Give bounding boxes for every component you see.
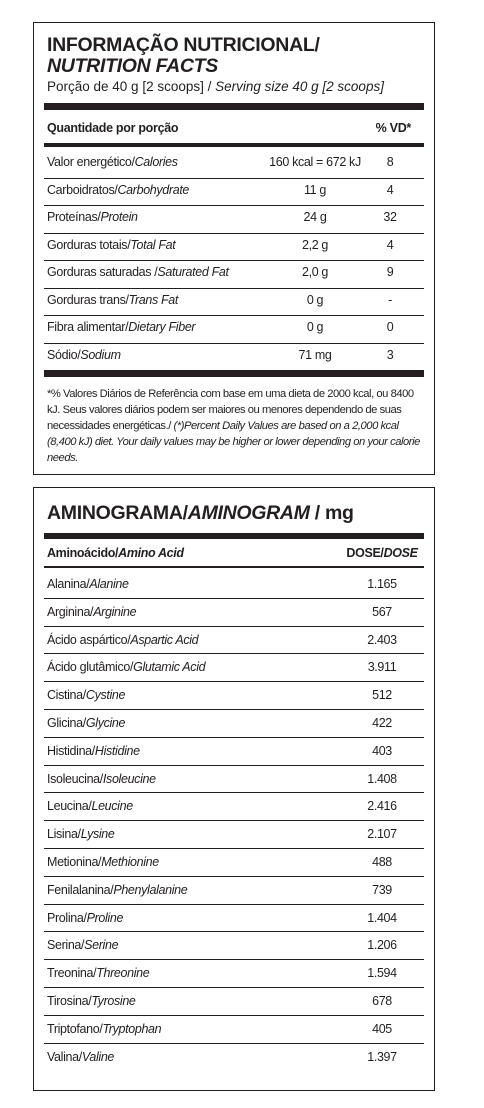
nutrition-title-en: NUTRITION FACTS — [47, 55, 218, 77]
nutrition-row — [47, 262, 421, 282]
amino-acid-row — [47, 653, 421, 680]
amino-acid-row — [47, 959, 421, 986]
amino-acid-name-en: Serine — [84, 938, 119, 953]
amino-acid-name — [47, 688, 125, 702]
nutrition-row — [47, 207, 421, 227]
nutrition-header — [47, 121, 421, 139]
amino-acid-row — [47, 1043, 421, 1070]
nutrition-row — [47, 180, 421, 200]
nutrient-daily-value: 3 — [386, 347, 394, 362]
amino-acid-name-pt: Histidina/ — [47, 743, 95, 758]
nutrition-row — [47, 345, 421, 365]
amino-acid-name-en: Phenylalanine — [113, 882, 188, 897]
amino-acid-name-en: Tyrosine — [91, 994, 136, 1008]
amino-acid-name-en: Tryptophan — [102, 1021, 162, 1036]
amino-acid-name-en: Cystine — [85, 688, 126, 703]
amino-acid-row — [47, 626, 421, 653]
amino-acid-dose: 739 — [372, 882, 392, 897]
nutrition-row — [47, 317, 421, 337]
nutrition-row — [47, 152, 421, 172]
nutrient-name — [47, 265, 229, 279]
amino-acid-row — [47, 876, 421, 903]
medium-divider — [44, 143, 424, 147]
footnote-en: (*)Percent Daily Values are based on a 2,000 kcal (8,400 kJ) diet. Your daily values may be higher or lower depending on your calorie needs. — [47, 420, 420, 464]
amino-acid-name-pt: Arginina/ — [47, 604, 94, 619]
nutrient-amount: 0 g — [306, 320, 324, 334]
aminogram-title-unit: / mg — [309, 502, 354, 524]
aminogram-title-pt: AMINOGRAMA/ — [47, 502, 188, 524]
nutrient-name-pt: Proteínas/ — [47, 210, 101, 224]
amino-acid-row — [47, 681, 421, 708]
amino-acid-name — [47, 1022, 161, 1036]
amino-acid-name-pt: Metionina/ — [47, 855, 102, 869]
amino-acid-name-pt: Isoleucina/ — [47, 771, 103, 786]
nutrient-name — [47, 320, 195, 334]
amino-acid-name-en: Alanine — [89, 577, 129, 591]
amino-acid-dose: 1.206 — [367, 938, 397, 953]
nutrient-daily-value: 0 — [386, 320, 394, 334]
nutrient-name-en: Sodium — [80, 347, 121, 362]
amino-acid-dose: 1.397 — [367, 1049, 397, 1064]
aminogram-header — [47, 546, 421, 564]
nutrient-name — [47, 155, 178, 169]
nutrient-name-pt: Gorduras saturadas / — [47, 265, 158, 279]
amino-acid-name-en: Histidine — [94, 743, 140, 758]
amino-acid-name — [47, 772, 156, 786]
aminogram-thick-divider — [44, 533, 424, 539]
amino-acid-name — [47, 938, 118, 952]
amino-acid-name — [47, 855, 159, 869]
nutrient-name — [47, 183, 189, 197]
thick-divider-bottom — [44, 370, 424, 377]
dose-header-pt: DOSE/ — [346, 546, 384, 560]
dose-header-en: DOSE — [383, 546, 418, 560]
aminogram-title — [47, 502, 354, 525]
nutrient-name-pt: Gorduras trans/ — [47, 292, 129, 307]
amino-acid-dose: 1.165 — [367, 577, 397, 591]
amino-acid-name — [47, 911, 123, 925]
nutrient-daily-value: 8 — [386, 155, 394, 169]
amino-acid-name — [47, 660, 205, 674]
amino-acid-name-pt: Prolina/ — [47, 910, 87, 925]
quantity-per-serving-label: Quantidade por porção — [47, 121, 179, 135]
amino-acid-name-pt: Treonina/ — [47, 966, 97, 981]
nutrient-amount: 2,2 g — [301, 237, 329, 252]
row-divider — [44, 178, 424, 179]
nutrient-amount: 24 g — [303, 210, 327, 224]
amino-acid-dose: 2.107 — [367, 827, 397, 842]
amino-acid-name-en: Isoleucine — [102, 771, 156, 786]
amino-acid-dose: 2.403 — [367, 632, 397, 647]
nutrition-facts-panel — [33, 22, 435, 475]
amino-acid-name — [47, 883, 187, 897]
amino-acid-name — [47, 1050, 114, 1064]
amino-acid-name-en: Glutamic Acid — [133, 660, 206, 675]
amino-acid-name — [47, 966, 149, 980]
nutrient-amount: 0 g — [306, 292, 324, 307]
row-divider — [44, 315, 424, 316]
amino-acid-dose: 1.408 — [367, 771, 397, 786]
amino-acid-name — [47, 744, 140, 758]
amino-acid-dose: 405 — [372, 1021, 392, 1036]
amino-acid-row — [47, 931, 421, 958]
amino-acid-dose: 422 — [372, 716, 392, 730]
amino-acid-row — [47, 1015, 421, 1042]
row-divider — [44, 205, 424, 206]
amino-acid-row — [47, 848, 421, 875]
amino-acid-name-pt: Ácido glutâmico/ — [47, 660, 134, 675]
amino-acid-row — [47, 737, 421, 764]
amino-acid-name-pt: Leucina/ — [47, 799, 92, 814]
daily-value-label: % VD* — [375, 121, 411, 135]
amino-acid-name-pt: Lisina/ — [47, 827, 81, 842]
amino-acid-name-en: Valine — [81, 1049, 115, 1064]
serving-size — [47, 79, 384, 95]
row-divider — [44, 260, 424, 261]
serving-size-pt: Porção de 40 g [2 scoops] / — [47, 79, 216, 94]
amino-acid-name-en: Leucine — [91, 799, 133, 814]
amino-acid-dose: 567 — [372, 604, 392, 619]
row-divider — [44, 343, 424, 344]
amino-acid-name-pt: Cistina/ — [47, 688, 86, 703]
amino-acid-name — [47, 716, 125, 730]
amino-acid-header-en: Amino Acid — [118, 546, 184, 560]
amino-acid-name-pt: Triptofano/ — [47, 1021, 103, 1036]
nutrition-title-pt: INFORMAÇÃO NUTRICIONAL/ — [47, 34, 320, 56]
amino-acid-row — [47, 820, 421, 847]
amino-acid-row — [47, 570, 421, 597]
serving-size-en: Serving size 40 g [2 scoops] — [215, 79, 384, 94]
nutrient-amount: 71 mg — [298, 347, 332, 362]
nutrient-daily-value: 9 — [386, 265, 394, 279]
amino-acid-name-pt: Serina/ — [47, 938, 85, 953]
aminogram-title-en: AMINOGRAM — [187, 502, 310, 524]
amino-acid-dose: 678 — [372, 994, 392, 1008]
amino-acid-name-en: Glycine — [85, 716, 126, 730]
amino-acid-row — [47, 904, 421, 931]
nutrient-name-en: Calories — [134, 155, 178, 169]
amino-acid-name — [47, 994, 136, 1008]
amino-acid-name-en: Lysine — [80, 827, 115, 842]
amino-acid-name-en: Proline — [86, 910, 124, 925]
nutrient-amount: 2,0 g — [301, 265, 329, 279]
nutrition-row — [47, 235, 421, 255]
amino-acid-name-en: Methionine — [101, 855, 159, 869]
aminogram-panel — [33, 487, 435, 1091]
amino-acid-name-pt: Glicina/ — [47, 716, 86, 730]
nutrient-name-en: Trans Fat — [128, 292, 179, 307]
amino-acid-name-pt: Valina/ — [47, 1049, 82, 1064]
row-divider — [44, 288, 424, 289]
nutrient-name-pt: Valor energético/ — [47, 155, 135, 169]
nutrient-name — [47, 210, 138, 224]
amino-acid-name — [47, 633, 198, 647]
amino-acid-name — [47, 799, 133, 813]
nutrient-name — [47, 238, 175, 252]
amino-acid-row — [47, 765, 421, 792]
amino-acid-name-en: Threonine — [96, 966, 150, 981]
amino-acid-name-pt: Tirosina/ — [47, 994, 92, 1008]
amino-acid-name-en: Aspartic Acid — [130, 632, 199, 647]
nutrient-amount: 160 kcal = 672 kJ — [269, 155, 361, 169]
amino-acid-row — [47, 709, 421, 736]
amino-acid-dose: 403 — [372, 743, 392, 758]
amino-acid-name — [47, 605, 136, 619]
nutrient-name-pt: Carboidratos/ — [47, 182, 118, 197]
nutrient-daily-value: 4 — [386, 237, 394, 252]
nutrient-name — [47, 348, 121, 362]
amino-acid-dose: 2.416 — [367, 799, 397, 814]
nutrient-name — [47, 293, 178, 307]
nutrient-amount: 11 g — [303, 182, 326, 197]
footnote-pt: *% Valores Diários de Referência com base em uma dieta de 2000 kcal, ou 8400 kJ. Seus valores diários podem ser maiores ou menores dependendo de suas necessidades energéticas./ — [47, 388, 414, 432]
amino-acid-dose: 1.404 — [367, 910, 397, 925]
nutrient-name-en: Dietary Fiber — [128, 320, 196, 334]
nutrition-footnote — [47, 386, 422, 466]
nutrient-name-en: Total Fat — [130, 237, 176, 252]
row-divider — [44, 233, 424, 234]
amino-acid-name-pt: Alanina/ — [47, 577, 90, 591]
amino-acid-dose: 1.594 — [367, 966, 397, 981]
nutrient-daily-value: - — [388, 292, 392, 307]
aminogram-header-divider — [44, 566, 424, 568]
nutrient-name-en: Carbohydrate — [117, 182, 190, 197]
nutrition-row — [47, 290, 421, 310]
nutrient-name-pt: Sódio/ — [47, 347, 81, 362]
thick-divider — [44, 103, 424, 110]
amino-acid-header-pt: Aminoácido/ — [47, 546, 119, 560]
nutrient-daily-value: 32 — [383, 210, 397, 224]
nutrient-name-pt: Fibra alimentar/ — [47, 320, 129, 334]
amino-acid-row — [47, 792, 421, 819]
amino-acid-name-pt: Ácido aspártico/ — [47, 632, 131, 647]
nutrient-daily-value: 4 — [386, 182, 394, 197]
nutrient-name-en: Saturated Fat — [157, 265, 229, 279]
dose-header — [337, 546, 427, 560]
amino-acid-dose: 3.911 — [367, 660, 397, 675]
amino-acid-name-en: Arginine — [93, 604, 137, 619]
amino-acid-dose: 512 — [372, 688, 392, 703]
amino-acid-header — [47, 546, 184, 560]
amino-acid-dose: 488 — [372, 855, 392, 869]
amino-acid-name-pt: Fenilalanina/ — [47, 882, 114, 897]
amino-acid-row — [47, 598, 421, 625]
nutrient-name-en: Protein — [100, 210, 138, 224]
amino-acid-name — [47, 827, 115, 841]
amino-acid-row — [47, 987, 421, 1014]
amino-acid-name — [47, 577, 129, 591]
nutrient-name-pt: Gorduras totais/ — [47, 237, 131, 252]
